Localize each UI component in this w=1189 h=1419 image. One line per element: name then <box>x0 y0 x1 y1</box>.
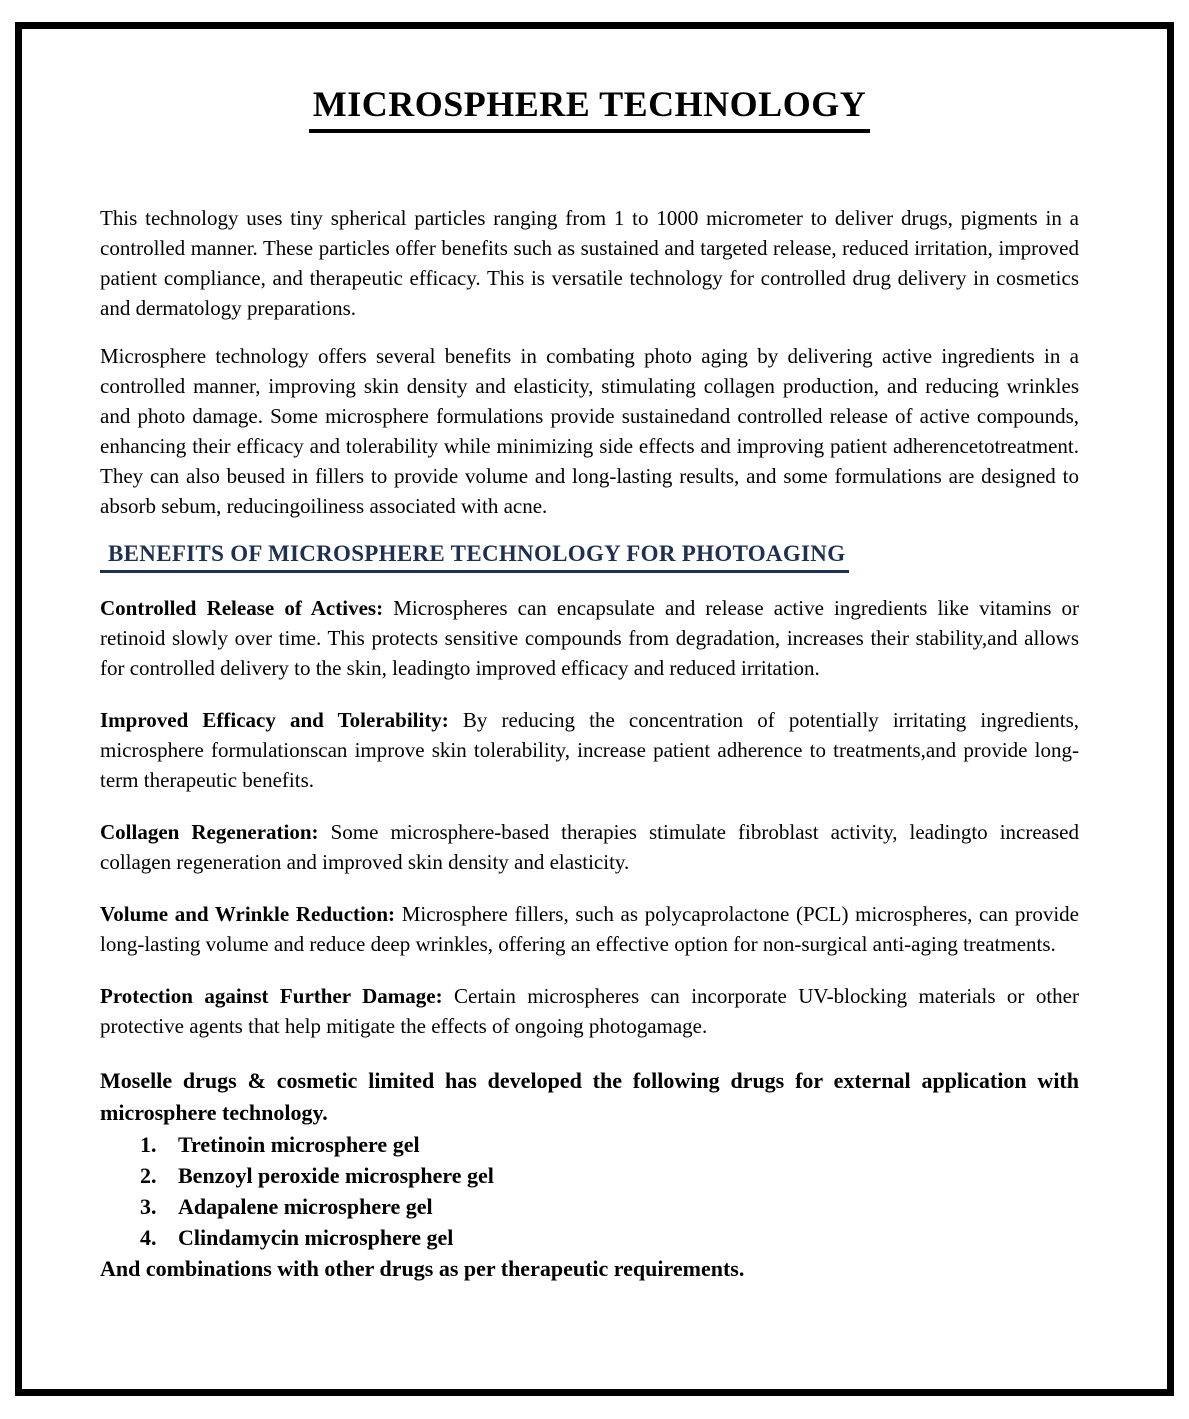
drug-list-item <box>140 1160 1079 1191</box>
benefit-paragraph-controlled-release <box>100 593 1079 683</box>
list-text: Tretinoin microsphere gel <box>178 1132 420 1158</box>
list-number: 2. <box>140 1163 157 1189</box>
benefit-paragraph-protection-damage <box>100 981 1079 1041</box>
benefit-text: Certain microspheres can incorporate UV-blocking materials or other protective agents that help mitigate the effects of ongoing photogamage. <box>100 984 1079 1039</box>
drug-list <box>100 1129 1079 1253</box>
benefit-label: Protection against Further Damage: <box>100 984 455 1009</box>
benefit-label: Volume and Wrinkle Reduction: <box>100 902 402 927</box>
section-heading-container <box>100 539 1079 573</box>
section-heading: BENEFITS OF MICROSPHERE TECHNOLOGY FOR PHOTOAGING <box>100 539 849 573</box>
list-number: 4. <box>140 1225 157 1251</box>
list-text: Adapalene microsphere gel <box>178 1194 433 1220</box>
drug-list-item <box>140 1191 1079 1222</box>
benefit-text: Some microsphere-based therapies stimulate fibroblast activity, leadingto increased collagen regeneration and improved skin density and elasticity. <box>100 820 1079 875</box>
document-page <box>15 22 1174 1396</box>
closing-intro: Moselle drugs & cosmetic limited has developed the following drugs for external application with microsphere technology. <box>100 1068 1079 1126</box>
benefit-label: Controlled Release of Actives: <box>100 596 394 621</box>
benefit-label: Collagen Regeneration: <box>100 820 331 845</box>
list-text: Benzoyl peroxide microsphere gel <box>178 1163 494 1189</box>
list-number: 1. <box>140 1132 157 1158</box>
intro-paragraph-1: This technology uses tiny spherical particles ranging from 1 to 1000 micrometer to deliver drugs, pigments in a controlled manner. These particles offer benefits such as sustained and targeted release, reduced irritation, improved patient compliance, and therapeutic efficacy. This is versatile technology for controlled drug delivery in cosmetics and dermatology preparations. <box>100 206 1079 321</box>
list-number: 3. <box>140 1194 157 1220</box>
drug-list-item <box>140 1222 1079 1253</box>
benefit-text: Microspheres can encapsulate and release active ingredients like vitamins or retinoid slowly over time. This protects sensitive compounds from degradation, increases their stability,and allows for controlled delivery to the skin, leadingto improved efficacy and reduced irritation. <box>100 596 1080 681</box>
list-text: Clindamycin microsphere gel <box>178 1225 454 1251</box>
benefit-text: By reducing the concentration of potentially irritating ingredients, microsphere formulationscan improve skin tolerability, increase patient adherence to treatments,and provide long-term therapeutic benefits. <box>100 708 1079 793</box>
benefit-label: Improved Efficacy and Tolerability: <box>100 708 463 733</box>
benefit-paragraph-volume-wrinkle <box>100 899 1079 959</box>
intro-paragraph-2: Microsphere technology offers several benefits in combating photo aging by delivering active ingredients in a controlled manner, improving skin density and elasticity, stimulating collagen production, and reducing wrinkles and photo damage. Some microsphere formulations provide sustainedand controlled release of active compounds, enhancing their efficacy and tolerability while minimizing side effects and improving patient adherencetotreatment. They can also beused in fillers to provide volume and long-lasting results, and some formulations are designed to absorb sebum, reducingoiliness associated with acne. <box>100 344 1079 519</box>
closing-outro: And combinations with other drugs as per therapeutic requirements. <box>100 1256 745 1282</box>
title-container <box>100 83 1079 133</box>
benefit-paragraph-collagen-regeneration <box>100 817 1079 877</box>
benefit-text: Microsphere fillers, such as polycaprolactone (PCL) microspheres, can provide long-lasting volume and reduce deep wrinkles, offering an effective option for non-surgical anti-aging treatments. <box>100 902 1080 957</box>
document-title: MICROSPHERE TECHNOLOGY <box>309 83 870 133</box>
drug-list-item <box>140 1129 1079 1160</box>
benefit-paragraph-improved-efficacy <box>100 705 1079 795</box>
